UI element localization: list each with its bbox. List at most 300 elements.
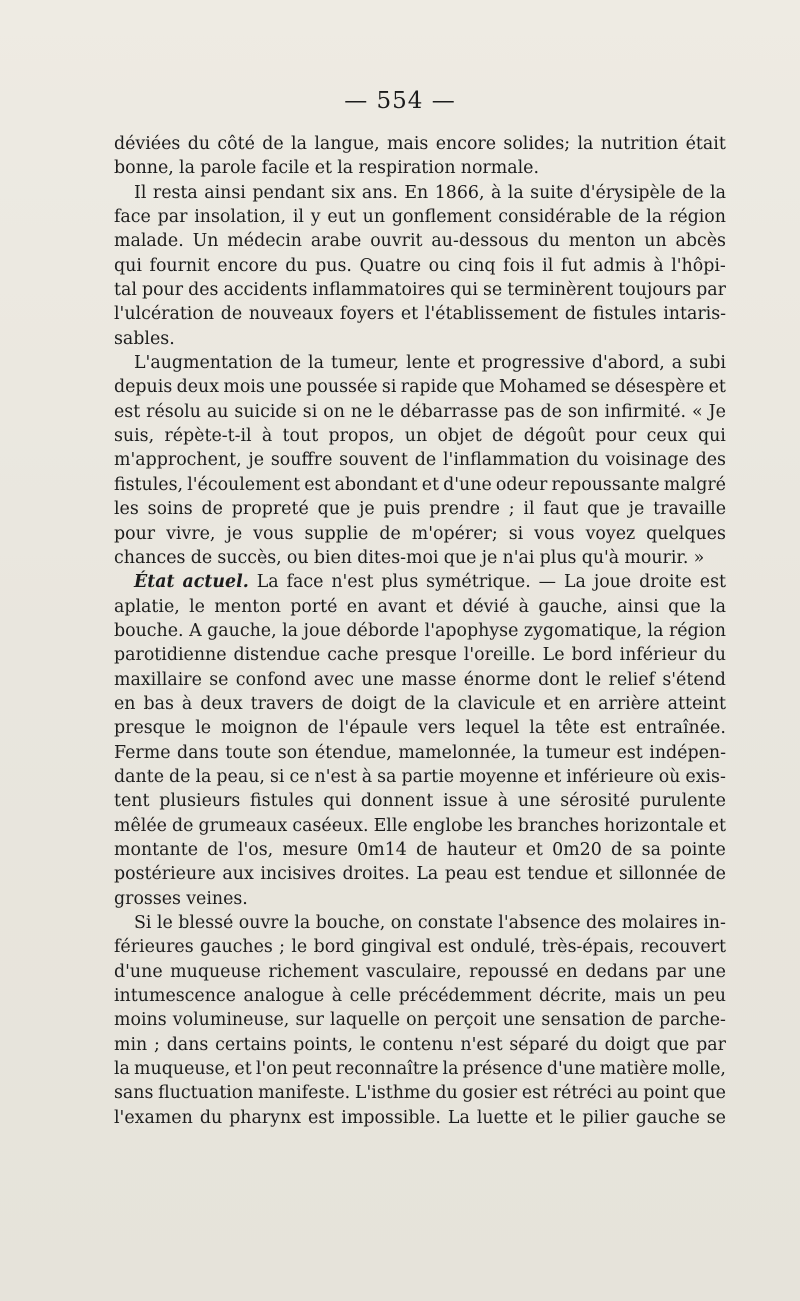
word: fut: [560, 255, 586, 276]
word: dedans: [585, 961, 649, 982]
text-line: [114, 935, 726, 959]
word: dante: [114, 766, 164, 787]
word: par: [655, 961, 686, 982]
word: Un: [192, 231, 219, 252]
word: eut: [327, 207, 356, 228]
word: blessé: [178, 913, 234, 933]
word: ondulé,: [470, 937, 536, 958]
word: que: [693, 1083, 726, 1104]
text-line: [114, 254, 726, 278]
word: l'écoulement: [187, 474, 301, 495]
word: du: [199, 1107, 223, 1128]
word: tal: [114, 280, 137, 301]
text-line: [114, 1081, 726, 1105]
word: rapide: [400, 377, 458, 398]
word: une: [517, 791, 551, 812]
word: porté: [290, 596, 338, 617]
word: joue: [303, 620, 341, 641]
word: médecin: [227, 231, 303, 252]
word: menton: [568, 231, 636, 252]
word: mourir.: [624, 547, 689, 568]
word: bord: [313, 937, 355, 958]
word: grumeaux: [198, 815, 288, 836]
word: La: [256, 572, 279, 593]
word: de: [220, 304, 243, 325]
word: lente: [406, 353, 451, 374]
word: pas: [504, 401, 535, 422]
word: et: [314, 158, 333, 179]
word: on: [323, 401, 345, 422]
word: La: [416, 864, 439, 885]
word: analogue: [243, 986, 325, 1007]
word: vers: [418, 718, 456, 739]
word: aplatie,: [114, 596, 180, 617]
text-line: [114, 181, 726, 205]
word: qui: [450, 280, 478, 301]
word: voyez: [585, 523, 636, 544]
text-line: [114, 1008, 726, 1032]
word: à: [331, 986, 343, 1007]
word: s'étend: [662, 669, 726, 690]
word: de: [618, 207, 640, 228]
word: la: [646, 207, 663, 228]
word: la: [647, 620, 664, 641]
text-line: [114, 448, 726, 472]
word: se: [483, 280, 503, 301]
word: ainsi: [204, 182, 246, 203]
word: le: [189, 596, 205, 617]
word: dont: [538, 669, 578, 690]
word: caséeux.: [292, 815, 369, 836]
word: si: [302, 401, 318, 422]
word: à: [361, 766, 373, 787]
word: sables.: [114, 328, 175, 349]
word: sillonnée: [618, 864, 698, 885]
text-line: [114, 789, 726, 813]
word: décrite,: [538, 986, 607, 1007]
word: respiration: [358, 158, 456, 179]
word: Il: [134, 182, 147, 203]
word: ou: [428, 255, 451, 276]
text-line: [114, 814, 726, 838]
word: points,: [293, 1034, 354, 1055]
word: sa: [641, 839, 661, 860]
word: la: [433, 693, 450, 714]
word: parche-: [659, 1010, 726, 1031]
word: odeur: [495, 474, 548, 495]
word: suis,: [114, 426, 155, 447]
word: résolu: [146, 401, 201, 422]
word: où: [658, 766, 681, 787]
word: et: [525, 839, 543, 860]
word: hauteur: [446, 839, 517, 860]
word: côté: [217, 134, 255, 154]
word: deux: [176, 377, 220, 398]
word: luette: [476, 1107, 529, 1128]
word: l'oreille.: [463, 645, 536, 666]
word: d'une: [114, 961, 163, 982]
word: volumineuse,: [172, 1010, 290, 1031]
word: ;: [279, 937, 286, 958]
word: chances: [114, 547, 186, 568]
text-line: [114, 546, 726, 570]
word: parole: [200, 158, 257, 179]
word: gauche,: [207, 620, 277, 641]
word: et: [535, 1107, 553, 1128]
word: muqueuse: [170, 961, 261, 982]
text-line: [114, 327, 726, 351]
word: sans: [114, 1083, 154, 1104]
word: bord: [571, 645, 613, 666]
word: solides;: [503, 134, 571, 154]
word: repoussante: [551, 474, 660, 495]
word: vasculaire,: [365, 961, 462, 982]
word: issue: [443, 791, 488, 812]
word: je: [226, 523, 243, 544]
word: déviées: [114, 134, 181, 154]
word: malgré: [663, 474, 726, 495]
word: Quatre: [359, 255, 421, 276]
word: Si: [134, 913, 152, 933]
word: du: [576, 450, 599, 471]
word: joue: [593, 572, 632, 593]
word: de: [190, 547, 213, 568]
word: resta: [152, 182, 198, 203]
word: deux: [200, 693, 243, 714]
word: on: [390, 913, 413, 933]
word: tête: [555, 718, 590, 739]
word: de: [564, 304, 587, 325]
word: Mohamed: [498, 377, 587, 398]
word: presque: [114, 718, 186, 739]
word: molle,: [672, 1059, 726, 1080]
word: ceux: [646, 426, 688, 447]
word: de: [172, 815, 194, 836]
word: fistules: [593, 304, 657, 325]
word: des: [695, 450, 726, 471]
word: molaires: [621, 913, 698, 933]
word: État: [134, 572, 175, 593]
word: de: [611, 839, 633, 860]
word: zygomatique,: [523, 620, 643, 641]
word: il: [523, 499, 535, 520]
word: suicide: [234, 401, 297, 422]
word: à: [181, 693, 193, 714]
word: sur: [295, 1010, 324, 1031]
word: vous: [534, 523, 575, 544]
word: de: [201, 499, 223, 520]
word: l'absence: [498, 913, 581, 933]
word: considérable: [498, 207, 612, 228]
word: moins: [114, 1010, 167, 1031]
word: souvent: [339, 450, 409, 471]
text-line: [114, 984, 726, 1008]
word: région: [669, 207, 726, 228]
word: est: [437, 937, 464, 958]
word: L'augmentation: [134, 353, 273, 374]
word: une: [361, 669, 395, 690]
word: du: [537, 231, 560, 252]
word: n'est: [460, 1034, 503, 1055]
word: bouche,: [315, 913, 386, 933]
word: ou: [286, 547, 309, 568]
word: la: [523, 742, 539, 763]
word: ans.: [361, 182, 398, 203]
word: d'une: [546, 1059, 596, 1080]
word: propos,: [328, 426, 395, 447]
word: entraînée.: [635, 718, 726, 739]
word: mesure: [282, 839, 348, 860]
word: pharynx: [229, 1107, 302, 1128]
word: fistules,: [114, 474, 184, 495]
word: distendue: [233, 645, 321, 666]
word: pour: [141, 280, 184, 301]
word: est: [114, 401, 141, 422]
word: présence: [462, 1059, 543, 1080]
word: avant: [377, 596, 427, 617]
word: très-épais,: [541, 937, 635, 958]
word: »: [693, 547, 705, 568]
word: confond: [235, 669, 307, 690]
word: gonflement: [391, 207, 492, 228]
word: l'épaule: [338, 718, 409, 739]
word: que: [668, 596, 701, 617]
word: mamelonnée,: [398, 742, 517, 763]
word: incisives: [260, 864, 336, 885]
word: malade.: [114, 231, 184, 252]
word: A: [189, 620, 202, 641]
word: si: [508, 523, 524, 544]
word: en: [568, 693, 591, 714]
word: est: [599, 718, 626, 739]
word: la: [308, 353, 324, 374]
word: «: [692, 401, 703, 422]
word: inflammatoires: [312, 280, 446, 301]
word: peu: [693, 986, 726, 1007]
word: inférieure: [566, 766, 654, 787]
word: pour: [595, 426, 637, 447]
word: relief: [608, 669, 655, 690]
word: maxillaire: [114, 669, 202, 690]
word: dans: [166, 1034, 209, 1055]
word: doigt: [351, 693, 397, 714]
word: voisinage: [605, 450, 689, 471]
word: au: [206, 401, 229, 422]
word: la: [195, 766, 212, 787]
word: d'érysipèle: [579, 182, 676, 203]
word: région: [668, 620, 726, 641]
word: intaris-: [663, 304, 726, 325]
word: l'on: [255, 1059, 288, 1080]
word: l'examen: [114, 1107, 193, 1128]
word: étendue,: [314, 742, 392, 763]
word: englobe: [412, 815, 483, 836]
text-line: [114, 400, 726, 424]
word: un: [644, 231, 667, 252]
word: est: [494, 864, 521, 885]
word: si: [381, 377, 397, 398]
word: supplie: [304, 523, 369, 544]
word: en: [346, 596, 369, 617]
word: une: [693, 961, 726, 982]
word: du: [285, 255, 308, 276]
word: sa: [377, 766, 397, 787]
word: à: [497, 791, 509, 812]
word: —: [538, 572, 557, 593]
word: gosier: [462, 1083, 518, 1104]
word: min: [114, 1034, 148, 1055]
word: 0m14: [357, 839, 407, 860]
word: ouvre: [238, 913, 289, 933]
word: m'opérer;: [411, 523, 498, 544]
word: ouvrit: [370, 231, 423, 252]
word: doigt: [604, 1034, 650, 1055]
word: inférieur: [619, 645, 697, 666]
word: faut: [543, 499, 579, 520]
word: cinq: [457, 255, 496, 276]
word: pendant: [252, 182, 325, 203]
word: la: [710, 182, 726, 203]
word: que: [317, 499, 351, 520]
word: une: [269, 377, 302, 398]
word: qui: [323, 791, 352, 812]
word: droites.: [342, 864, 410, 885]
word: de: [169, 766, 191, 787]
word: férieures: [114, 937, 194, 958]
word: plusieurs: [159, 791, 241, 812]
word: abondant: [334, 474, 418, 495]
word: à: [653, 255, 664, 276]
word: travaille: [653, 499, 726, 520]
word: mêlée: [114, 815, 167, 836]
word: ne: [350, 401, 373, 422]
word: actuel.: [182, 572, 249, 593]
word: avec: [313, 669, 355, 690]
word: peut: [291, 1059, 332, 1080]
word: propreté: [231, 499, 309, 520]
word: ce: [289, 766, 310, 787]
word: par: [696, 280, 726, 301]
word: de: [414, 450, 437, 471]
word: indépen-: [649, 742, 726, 763]
word: sensation: [541, 1010, 626, 1031]
word: des: [188, 280, 219, 301]
word: en: [556, 961, 578, 982]
word: l'hôpi-: [671, 255, 726, 276]
word: la: [710, 596, 726, 617]
word: de: [307, 718, 329, 739]
word: repoussé: [469, 961, 549, 982]
word: postérieure: [114, 864, 216, 885]
word: à: [490, 182, 502, 203]
word: était: [685, 134, 726, 154]
word: un: [362, 207, 386, 228]
word: plus: [539, 547, 577, 568]
word: six: [331, 182, 356, 203]
word: un: [404, 426, 428, 447]
text-line: [114, 692, 726, 716]
word: certains: [215, 1034, 287, 1055]
word: plus: [381, 572, 419, 593]
word: la: [291, 134, 307, 154]
word: que: [461, 377, 495, 398]
word: dévié: [462, 596, 510, 617]
word: les: [114, 499, 139, 520]
word: le: [585, 669, 602, 690]
word: nutrition: [600, 134, 679, 154]
word: et: [543, 766, 562, 787]
word: de: [404, 693, 426, 714]
word: ;: [508, 499, 515, 520]
word: moyenne: [459, 766, 539, 787]
word: travers: [250, 693, 314, 714]
text-line: [114, 522, 726, 546]
word: gauche,: [538, 596, 608, 617]
word: qui: [114, 255, 142, 276]
word: le: [378, 401, 395, 422]
word: souffre: [270, 450, 333, 471]
word: il: [542, 255, 554, 276]
word: in-: [703, 913, 726, 933]
word: moignon: [221, 718, 298, 739]
text-line: [114, 911, 726, 935]
word: ;: [154, 1034, 160, 1055]
word: peau: [444, 864, 488, 885]
word: désespère: [614, 377, 705, 398]
word: toute: [225, 742, 272, 763]
word: masse: [401, 669, 457, 690]
word: cache: [327, 645, 379, 666]
word: à: [518, 596, 530, 617]
word: subi: [689, 353, 726, 374]
text-line: [114, 156, 726, 180]
word: toujours: [618, 280, 692, 301]
text-line: [114, 1057, 726, 1081]
word: progressive: [481, 353, 585, 374]
word: les: [487, 815, 513, 836]
word: et: [435, 596, 453, 617]
word: son: [277, 742, 309, 763]
word: au-dessous: [431, 231, 529, 252]
word: droite: [639, 572, 692, 593]
word: est: [699, 572, 726, 593]
word: et: [421, 474, 439, 495]
word: mois: [223, 377, 265, 398]
word: face: [114, 207, 151, 228]
word: n'ai: [502, 547, 535, 568]
word: et: [457, 353, 475, 374]
word: et: [400, 304, 419, 325]
word: insolation,: [194, 207, 287, 228]
word: l'inflammation: [442, 450, 570, 471]
word: contenu: [382, 1034, 454, 1055]
word: intumescence: [114, 986, 236, 1007]
word: soins: [147, 499, 193, 520]
word: normale.: [460, 158, 539, 179]
word: et: [594, 864, 613, 885]
word: Ferme: [114, 742, 171, 763]
word: se: [591, 377, 611, 398]
word: pour: [114, 523, 156, 544]
word: n'est: [314, 766, 357, 787]
word: la: [179, 158, 195, 179]
text-line: [114, 424, 726, 448]
text-line: [114, 595, 726, 619]
word: est: [616, 742, 643, 763]
text-line: [114, 278, 726, 302]
word: une: [502, 1010, 536, 1031]
word: tendue: [527, 864, 589, 885]
